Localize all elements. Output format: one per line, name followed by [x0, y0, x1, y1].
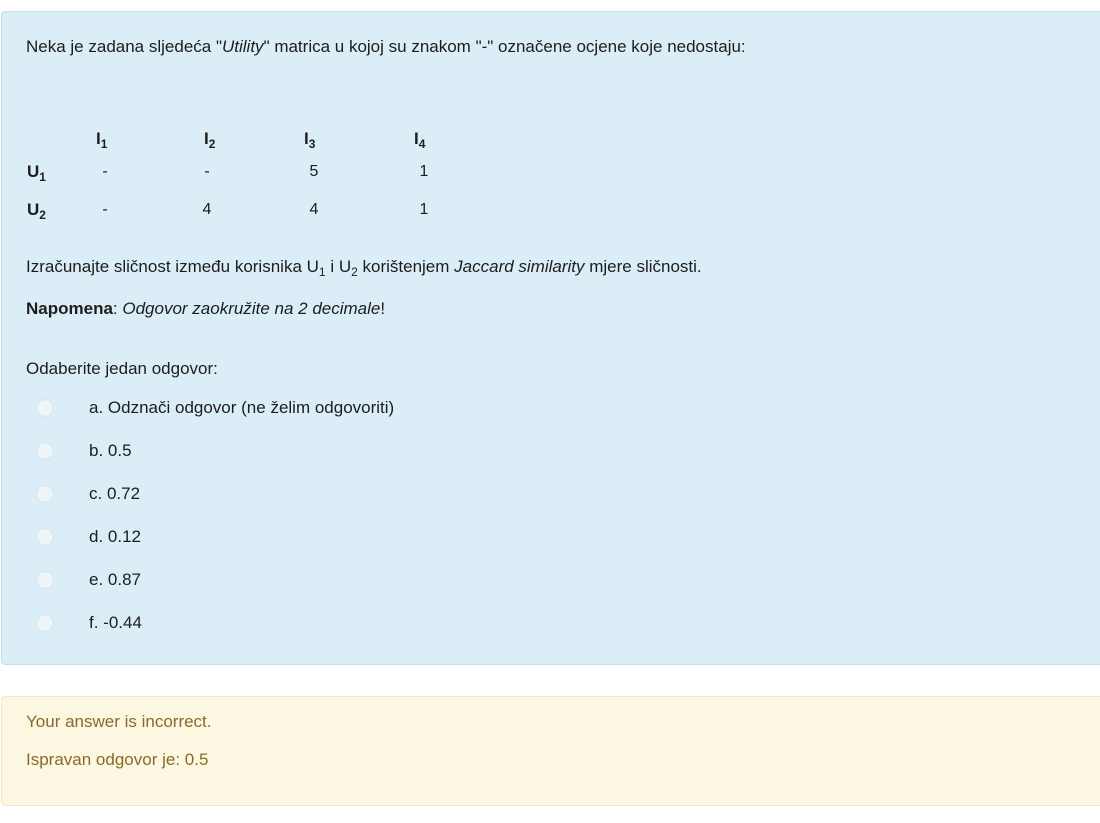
- matrix-cell: 4: [202, 201, 212, 218]
- matrix-col-header: $I_1$: [96, 129, 108, 151]
- radio-button[interactable]: [36, 399, 54, 417]
- matrix-cell: 4: [309, 201, 319, 218]
- answer-option-label[interactable]: d. 0.12: [89, 527, 141, 546]
- answer-option-label[interactable]: a. Odznači odgovor (ne želim odgovoriti): [89, 398, 395, 417]
- answer-option-label[interactable]: b. 0.5: [89, 441, 132, 460]
- radio-button[interactable]: [36, 485, 54, 503]
- answer-option-e[interactable]: [2, 567, 702, 597]
- answer-option-c[interactable]: [2, 481, 702, 511]
- answer-option-f[interactable]: [2, 610, 702, 640]
- feedback-correct-answer: Ispravan odgovor je: 0.5: [26, 750, 209, 769]
- radio-button[interactable]: [36, 528, 54, 546]
- matrix-cell: -: [204, 163, 210, 180]
- intro-emphasis: Utility: [222, 37, 264, 56]
- feedback-result: Your answer is incorrect.: [26, 712, 212, 731]
- matrix-cell: 1: [419, 163, 429, 180]
- radio-button[interactable]: [36, 614, 54, 632]
- intro-text-start: Neka je zadana sljedeća ": [26, 37, 222, 56]
- note-label: Napomena: [26, 299, 113, 318]
- feedback-panel: [1, 696, 1100, 806]
- answer-option-a[interactable]: [2, 395, 702, 425]
- question-note: Napomena: Odgovor zaokružite na 2 decimale!: [26, 299, 386, 318]
- matrix-cell: 5: [309, 163, 319, 180]
- matrix-col-header: $I_3$: [304, 129, 316, 151]
- matrix-col-header: $I_2$: [204, 129, 216, 151]
- matrix-row-header: $U_2$: [27, 200, 46, 222]
- matrix-cell: -: [102, 201, 108, 218]
- answer-prompt: Odaberite jedan odgovor:: [26, 359, 218, 378]
- answer-option-label[interactable]: c. 0.72: [89, 484, 141, 503]
- answer-option-label[interactable]: e. 0.87: [89, 570, 141, 589]
- answer-option-d[interactable]: [2, 524, 702, 554]
- radio-button[interactable]: [36, 571, 54, 589]
- question-panel: [1, 11, 1100, 665]
- radio-button[interactable]: [36, 442, 54, 460]
- matrix-cell: -: [102, 163, 108, 180]
- answer-option-b[interactable]: [2, 438, 702, 468]
- question-text: Izračunajte sličnost između korisnika $U_1$ i $U_2$ korištenjem Jaccard similarity mjere sličnosti.: [26, 257, 702, 279]
- answer-option-label[interactable]: f. -0.44: [89, 613, 142, 632]
- intro-text-end: " matrica u kojoj su znakom "-" označene ocjene koje nedostaju:: [263, 37, 746, 56]
- question-intro: [26, 36, 746, 58]
- matrix-col-header: $I_4$: [414, 129, 426, 151]
- matrix-cell: 1: [419, 201, 429, 218]
- matrix-row-header: $U_1$: [27, 162, 46, 184]
